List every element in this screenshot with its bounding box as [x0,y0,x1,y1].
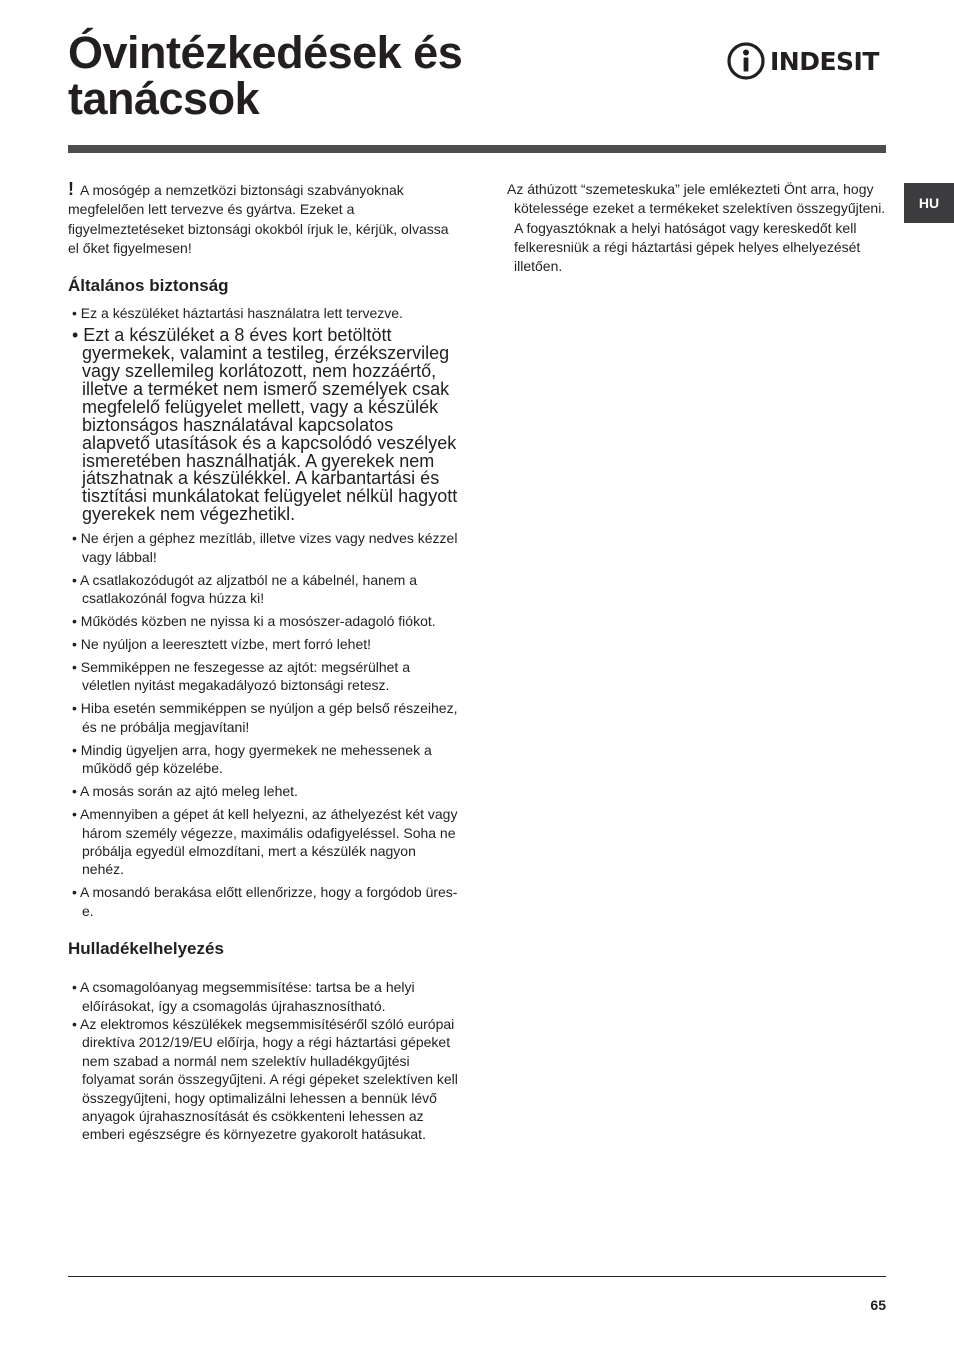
right-column [507,180,887,276]
list-item: • Működés közben ne nyissa ki a mosószer-adagoló fiókot. [72,612,436,629]
section-heading-general-safety: Általános biztonság [68,276,229,296]
list-item: • Amennyiben a gépet át kell helyezni, az áthelyezést két vagy három személy végezze, maximális odafigyeléssel. Soha ne próbálja egyedül elmozdítani, mert a készülék nagyon nehéz. [72,806,458,878]
header-divider [68,145,886,153]
list-item: • Ez a készüléket háztartási használatra lett tervezve. [72,305,403,322]
language-tab: HU [904,183,954,223]
page-title-line-2: tanácsok [68,73,260,124]
intro-text: A mosógép a nemzetközi biztonsági szabványoknak megfelelően lett tervezve és gyártva. Ezeket a figyelmeztetéseket biztonsági okokból írjuk le, kérjük, olvassa el őket figyelmesen! [68,182,449,256]
brand-name: INDESIT [770,46,879,76]
list-item: • Ne nyúljon a leeresztett vízbe, mert forró lehet! [72,635,372,652]
brand-logo [726,40,879,82]
indesit-logo-icon [726,41,766,81]
list-item: • A mosandó berakása előtt ellenőrizze, hogy a forgódob üres-e. [72,884,458,919]
page-title [68,27,463,124]
list-item: • Semmiképpen ne feszegesse az ajtót: megsérülhet a véletlen nyitást megakadályozó biztonsági retesz. [72,658,410,694]
list-item: • Mindig ügyeljen arra, hogy gyermekek ne mehessenek a működő gép közelébe. [72,741,432,777]
general-safety-list [68,304,458,920]
page-number: 65 [870,1297,886,1313]
list-item: • Ne érjen a géphez mezítláb, illetve vizes vagy nedves kézzel vagy lábbal! [72,530,458,565]
warning-mark: ! [68,179,74,199]
list-item: • Ezt a készüléket a 8 éves kort betöltött gyermekek, valamint a testileg, érzékszervileg vagy szellemileg korlátozott, nem hozzáértő, illetve a terméket nem ismerő személyek csak megfelelő felügyelet mellett, vagy a készülék biztonságos használatával kapcsolatos alapvető utasítások és a kapcsolódó veszélyek ismeretében használhatják. A gyerekek nem játszhatnak a készülékkel. A karbantartási és tisztítási munkálatokat felügyelet nélkül hagyott gyerekek nem végezhetikl. [72,325,458,525]
list-item: • A csatlakozódugót az aljzatból ne a kábelnél, hanem a csatlakozónál fogva húzza ki! [72,571,418,606]
footer-divider [68,1276,886,1277]
page-title-line-1: Óvintézkedések és [68,27,463,78]
list-item: • A mosás során az ajtó meleg lehet. [72,783,298,800]
list-item: • Az elektromos készülékek megsemmisítéséről szóló európai direktíva 2012/19/EU előírja, hogy a régi háztartási gépeket nem szabad a normál nem szelektív hulladékgyűjtési folyamat során összegyűjteni. A régi gépeket szelektíven kell összegyűjteni, hogy optimalizálni lehessen a bennük lévő anyagok újrahasznosítását és csökkenteni lehessen az emberi egészségre és környezetre gyakorolt hatásukat. [72,1016,458,1143]
list-item: • Hiba esetén semmiképpen se nyúljon a gép belső részeihez, és ne próbálja megjavítani! [72,700,458,735]
disposal-list [68,978,458,1144]
left-column [68,180,458,1144]
bin-symbol-paragraph: Az áthúzott “szemeteskuka” jele emlékezteti Önt arra, hogy kötelessége ezeket a termékeket szelektíven összegyűjteni. A fogyasztóknak a helyi hatóságot vagy kereskedőt kell felkeresniük a régi háztartási gépek helyes elhelyezését illetően. [507,181,886,275]
list-item: • A csomagolóanyag megsemmisítése: tartsa be a helyi előírásokat, így a csomagolás újrahasznosítható. [72,979,415,1014]
intro-paragraph [68,180,458,258]
section-heading-disposal: Hulladékelhelyezés [68,939,224,959]
